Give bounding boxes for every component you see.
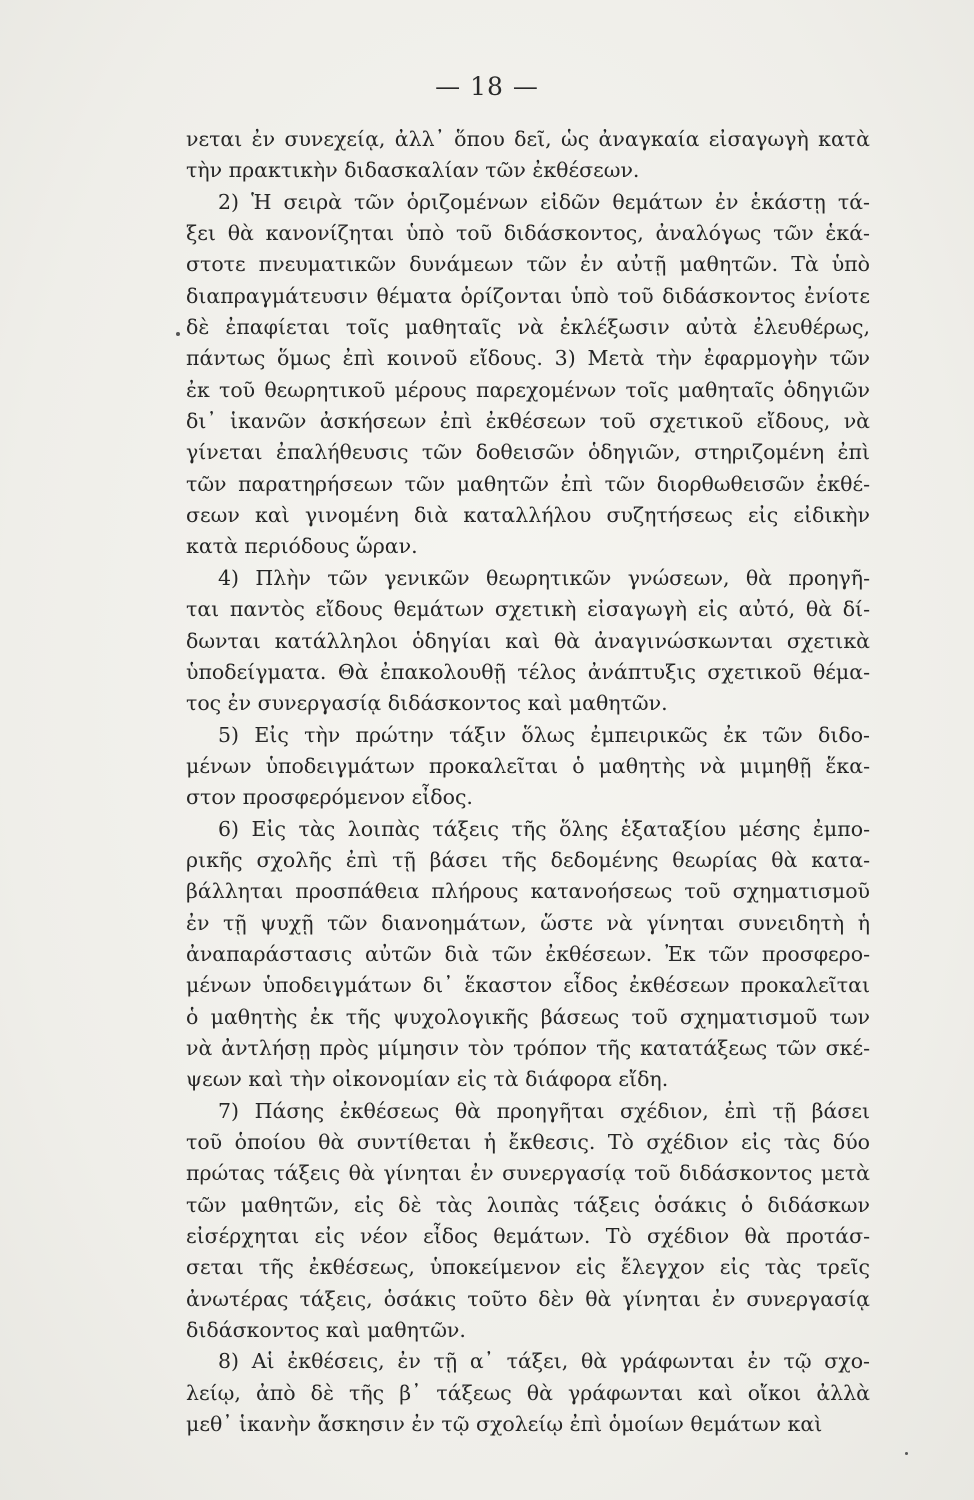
- text-line: σεων καὶ γινομένη διὰ καταλλήλου συζητήσεως εἰς εἰδικὴν: [186, 503, 870, 528]
- text-line: ὁ μαθητὴς ἐκ τῆς ψυχολογικῆς βάσεως τοῦ σχηματισμοῦ των: [186, 1004, 870, 1029]
- paragraph: [186, 720, 870, 814]
- text-line: 4) Πλὴν τῶν γενικῶν θεωρητικῶν γνώσεων, θὰ προηγῆ-: [218, 565, 870, 590]
- paragraph: [186, 563, 870, 720]
- text-line: 6) Εἰς τὰς λοιπὰς τάξεις τῆς ὅλης ἑξαταξίου μέσης ἐμπο-: [218, 816, 870, 841]
- text-line: 8) Αἱ ἐκθέσεις, ἐν τῇ α᾽ τάξει, θὰ γράφωνται ἐν τῷ σχο-: [218, 1349, 870, 1374]
- text-line: κατὰ περιόδους ὥραν.: [186, 534, 418, 559]
- text-line: μεθ᾽ ἱκανὴν ἄσκησιν ἐν τῷ σχολείῳ ἐπὶ ὁμοίων θεμάτων καὶ: [186, 1412, 823, 1437]
- text-line: 5) Εἰς τὴν πρώτην τάξιν ὅλως ἐμπειρικῶς ἐκ τῶν διδο-: [218, 722, 870, 747]
- text-line: τὴν πρακτικὴν διδασκαλίαν τῶν ἐκθέσεων.: [186, 158, 640, 183]
- paragraph: [186, 124, 870, 187]
- text-line: ἀναπαράστασις αὐτῶν διὰ τῶν ἐκθέσεων. Ἐκ τῶν προσφερο-: [186, 941, 870, 966]
- text-line: ἐν τῇ ψυχῇ τῶν διανοημάτων, ὥστε νὰ γίνηται συνειδητὴ ἡ: [186, 910, 870, 935]
- paragraph: [186, 814, 870, 1096]
- text-line: τος ἐν συνεργασίᾳ διδάσκοντος καὶ μαθητῶν.: [186, 691, 668, 716]
- margin-speck: [176, 332, 180, 336]
- paragraph: [186, 1096, 870, 1347]
- text-line: σεται τῆς ἐκθέσεως, ὑποκείμενον εἰς ἔλεγχον εἰς τὰς τρεῖς: [186, 1255, 870, 1280]
- text-line: ρικῆς σχολῆς ἐπὶ τῇ βάσει τῆς δεδομένης θεωρίας θὰ κατα-: [186, 847, 870, 872]
- text-line: τοῦ ὁποίου θὰ συντίθεται ἡ ἔκθεσις. Τὸ σχέδιον εἰς τὰς δύο: [186, 1130, 870, 1154]
- text-line: δὲ ἐπαφίεται τοῖς μαθηταῖς νὰ ἐκλέξωσιν αὐτὰ ἐλευθέρως,: [186, 315, 870, 340]
- text-line: λείῳ, ἀπὸ δὲ τῆς β᾽ τάξεως θὰ γράφωνται καὶ οἴκοι ἀλλὰ: [186, 1380, 870, 1405]
- text-line: πρώτας τάξεις θὰ γίνηται ἐν συνεργασίᾳ τοῦ διδάσκοντος μετὰ: [186, 1161, 870, 1186]
- text-line: τῶν μαθητῶν, εἰς δὲ τὰς λοιπὰς τάξεις ὁσάκις ὁ διδάσκων: [186, 1192, 870, 1217]
- text-line: 2) Ἡ σειρὰ τῶν ὁριζομένων εἰδῶν θεμάτων ἐν ἑκάστῃ τά-: [218, 189, 870, 214]
- text-line: εἰσέρχηται εἰς νέον εἶδος θεμάτων. Τὸ σχέδιον θὰ προτάσ-: [186, 1224, 870, 1249]
- text-line: ἐκ τοῦ θεωρητικοῦ μέρους παρεχομένων τοῖς μαθηταῖς ὁδηγιῶν: [186, 377, 870, 402]
- page-number: — 18 —: [435, 72, 539, 101]
- text-line: 7) Πάσης ἐκθέσεως θὰ προηγῆται σχέδιον, ἐπὶ τῇ βάσει: [218, 1098, 870, 1123]
- text-line: μένων ὑποδειγμάτων προκαλεῖται ὁ μαθητὴς νὰ μιμηθῇ ἕκα-: [186, 753, 870, 778]
- text-line: δι᾽ ἱκανῶν ἀσκήσεων ἐπὶ ἐκθέσεων τοῦ σχετικοῦ εἴδους, νὰ: [186, 409, 870, 434]
- text-line: βάλληται προσπάθεια πλήρους κατανοήσεως τοῦ σχηματισμοῦ: [186, 879, 870, 904]
- margin-speck: [905, 1452, 908, 1455]
- paragraph: [186, 187, 870, 563]
- text-line: στοτε πνευματικῶν δυνάμεων τῶν ἐν αὐτῇ μαθητῶν. Τὰ ὑπὸ: [186, 252, 870, 277]
- text-line: μένων ὑποδειγμάτων δι᾽ ἕκαστον εἶδος ἐκθέσεων προκαλεῖται: [186, 973, 870, 998]
- text-line: τῶν παρατηρήσεων τῶν μαθητῶν ἐπὶ τῶν διορθωθεισῶν ἐκθέ-: [186, 471, 870, 496]
- text-line: διδάσκοντος καὶ μαθητῶν.: [186, 1318, 466, 1343]
- text-line: ται παντὸς εἴδους θεμάτων σχετικὴ εἰσαγωγὴ εἰς αὐτό, θὰ δί-: [186, 597, 870, 622]
- text-line: στον προσφερόμενον εἶδος.: [186, 785, 473, 810]
- text-line: ἀνωτέρας τάξεις, ὁσάκις τοῦτο δὲν θὰ γίνηται ἐν συνεργασίᾳ: [186, 1286, 870, 1311]
- text-line: διαπραγμάτευσιν θέματα ὁρίζονται ὑπὸ τοῦ διδάσκοντος ἐνίοτε: [186, 283, 870, 308]
- text-line: ὑποδείγματα. Θὰ ἐπακολουθῇ τέλος ἀνάπτυξις σχετικοῦ θέμα-: [186, 659, 870, 684]
- text-line: γίνεται ἐπαλήθευσις τῶν δοθεισῶν ὁδηγιῶν, στηριζομένη ἐπὶ: [186, 440, 870, 465]
- text-line: νὰ ἀντλήσῃ πρὸς μίμησιν τὸν τρόπον τῆς κατατάξεως τῶν σκέ-: [186, 1035, 870, 1060]
- text-line: ψεων καὶ τὴν οἰκονομίαν εἰς τὰ διάφορα εἴδη.: [186, 1067, 669, 1092]
- text-line: πάντως ὅμως ἐπὶ κοινοῦ εἴδους. 3) Μετὰ τὴν ἐφαρμογὴν τῶν: [186, 346, 870, 371]
- body-text: [186, 124, 870, 1440]
- text-line: ξει θὰ κανονίζηται ὑπὸ τοῦ διδάσκοντος, ἀναλόγως τῶν ἑκά-: [186, 221, 870, 246]
- text-line: νεται ἐν συνεχείᾳ, ἀλλ᾽ ὅπου δεῖ, ὡς ἀναγκαία εἰσαγωγὴ κατὰ: [186, 127, 870, 151]
- paragraph: [186, 1346, 870, 1440]
- text-line: δωνται κατάλληλοι ὁδηγίαι καὶ θὰ ἀναγινώσκωνται σχετικὰ: [186, 628, 870, 653]
